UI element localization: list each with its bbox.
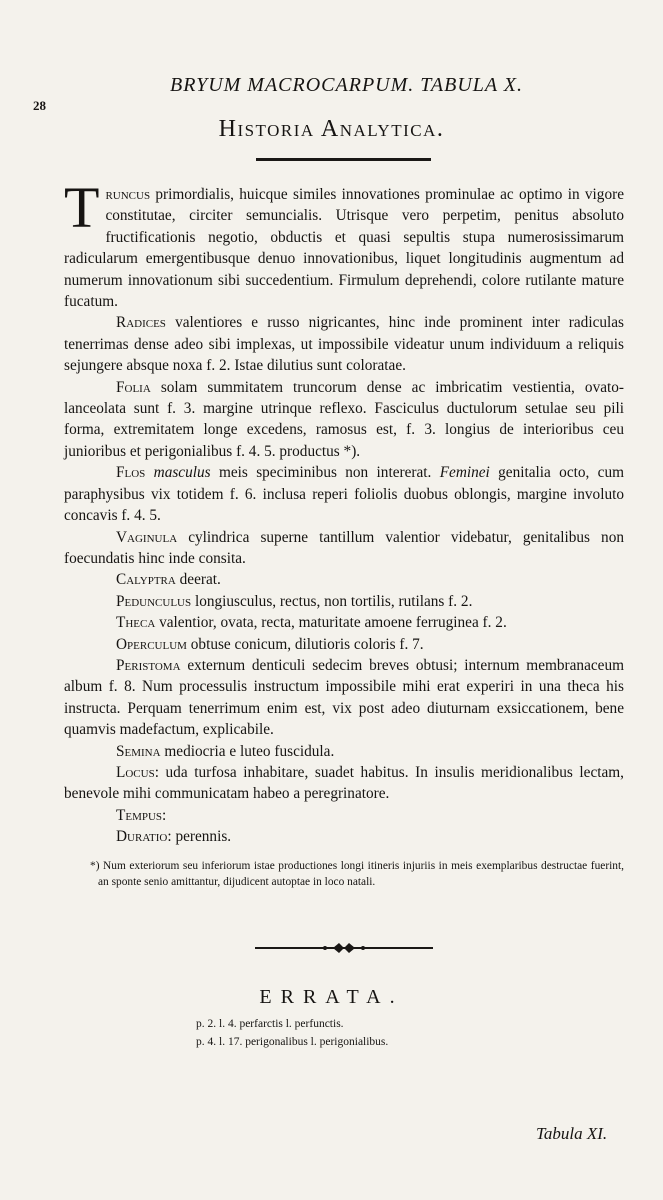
title-rule (256, 158, 431, 161)
paragraph-tempus: Tempus: (116, 806, 167, 824)
section-title: Historia Analytica. (218, 116, 445, 142)
intro-lead: runcus (105, 186, 151, 203)
paragraph-vaginula: Vaginula cylindrica superne tantillum valentior videbatur, genitalibus non foecundatis hinc inde consita. (64, 528, 624, 567)
body-text (64, 175, 625, 890)
paragraph-pedunculus: Pedunculus longiusculus, rectus, non tortilis, rutilans f. 2. (116, 592, 473, 610)
paragraph-theca: Theca valentior, ovata, recta, maturitate amoene ferruginea f. 2. (116, 614, 507, 632)
paragraph-duratio: Duratio: perennis. (116, 828, 232, 846)
term-label: Flos (116, 464, 146, 482)
paragraph-operculum: Operculum obtuse conicum, dilutioris coloris f. 7. (116, 635, 424, 653)
footnote: *) Num exteriorum seu inferiorum istae productiones longi itineris injuriis in meis exemplaribus destructae fuerint, an sponte senio amittantur, dijudicent autoptae in loco natali. (90, 859, 624, 888)
term-label: Locus (116, 763, 155, 781)
page-number: 28 (33, 98, 46, 113)
term-label: Duratio (116, 828, 168, 846)
term-label: Operculum (116, 635, 187, 653)
term-label: Radices (116, 314, 166, 332)
intro-text: primordialis, huicque similes innovationes prominulae ac optimo in vigore constitutae, circiter semuncialis. Utrisque vero perpetim, penitus absoluto fructificationis negotio, obductis et quasi sepultis stupa numerosissimarum radicularum emergentibusque denuo innovationibus, liquet longitudinis augmentum ad numerum innovationum sibi succedentium. Firmulum deprehendi, colore rutilante mature fucatum. (64, 186, 624, 311)
errata-heading: ERRATA. (259, 986, 404, 1008)
term-label: Theca (116, 614, 156, 632)
ornamental-rule-icon (255, 942, 433, 954)
paragraph-radices: Radices valentiores e russo nigricantes, hinc inde prominent inter radiculas tenerrimas dense adeo sibi implexas, ut impossibile videatur unum individuum a reliquis sejungere absque noxa f. 2. Istae dilutius sunt coloratae. (64, 314, 624, 375)
term-label: Semina (116, 742, 161, 760)
term-label: Tempus (116, 806, 163, 824)
term-label: Vaginula (116, 528, 178, 546)
term-label: Folia (116, 378, 151, 396)
drop-cap: T (64, 175, 100, 240)
paragraph-folia: Folia solam summitatem truncorum dense ac imbricatim vestientia, ovato-lanceolata sunt f. 3. margine utrinque reflexo. Fasciculus ductulorum setulae seu pili forma, extremitatem longe excedens, ramosus est, f. 3. longius de interioribus ceu junioribus et perigonialibus f. 4. 5. productus *). (64, 378, 624, 460)
paragraph-peristoma: Peristoma externum denticuli sedecim breves obtusi; internum membranaceum album f. 8. Num processulis instructum impossibile mihi erat experiri in una theca his instructa. Perquam tenerrimum enim est, vix post adeo diuturnam exsiccationem, bene quamvis madefactum, explicabile. (64, 656, 624, 739)
term-label: Calyptra (116, 571, 176, 589)
paragraph-semina: Semina mediocria e luteo fuscidula. (116, 742, 335, 760)
running-head: BRYUM MACROCARPUM. TABULA X. (170, 74, 523, 96)
errata-line: p. 4. l. 17. perigonalibus l. perigonialibus. (196, 1036, 389, 1048)
paragraph-calyptra: Calyptra deerat. (116, 571, 221, 589)
paragraph-locus: Locus: uda turfosa inhabitare, suadet habitus. In insulis meridionalibus lectam, benevole mihi communicatam habeo a peregrinatore. (64, 763, 624, 803)
errata-line: p. 2. l. 4. perfarctis l. perfunctis. (196, 1018, 344, 1030)
paragraph-flos: Flos masculus meis speciminibus non intererat. Feminei genitalia octo, cum paraphysibus vix totidem f. 6. inclusa reperi foliolis duobus oblongis, margine involuto concavis f. 4. 5. (64, 464, 625, 525)
catchword: Tabula XI. (536, 1124, 608, 1143)
term-label: Peristoma (116, 656, 181, 674)
term-label: Pedunculus (116, 592, 192, 610)
intro-paragraph (64, 175, 624, 312)
